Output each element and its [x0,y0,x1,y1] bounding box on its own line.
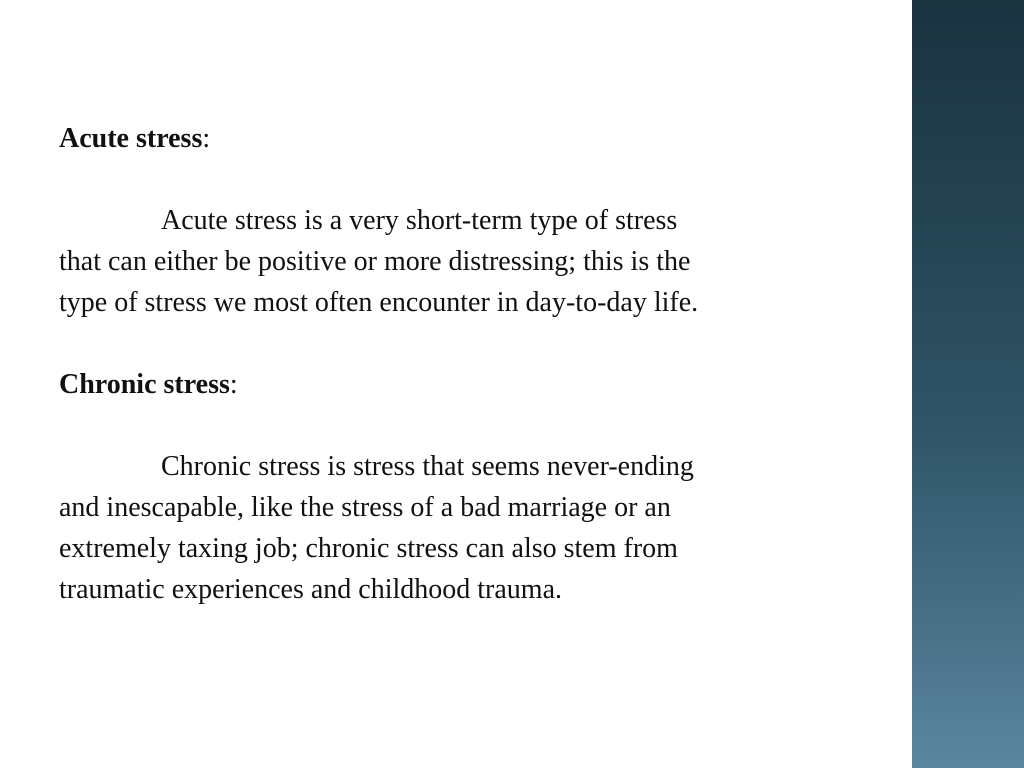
paragraph-line: type of stress we most often encounter in day-to-day life. [59,287,699,318]
heading-acute-stress-label: Acute stress [59,123,203,154]
heading-chronic-stress-colon: : [229,369,238,400]
slide-content [59,118,859,610]
paragraph-line: Chronic stress is stress that seems never-ending [161,451,694,482]
paragraph-chronic-stress [59,446,859,610]
heading-chronic-stress-label: Chronic stress [59,369,230,400]
paragraph-line: that can either be positive or more distressing; this is the [59,246,691,277]
heading-chronic-stress [59,364,859,405]
spacer [59,405,859,446]
paragraph-line: traumatic experiences and childhood trauma. [59,574,563,605]
spacer [59,323,859,364]
heading-acute-stress-colon: : [202,123,211,154]
paragraph-acute-stress [59,200,859,323]
paragraph-line: and inescapable, like the stress of a bad marriage or an [59,492,671,523]
paragraph-line: extremely taxing job; chronic stress can also stem from [59,533,678,564]
heading-acute-stress [59,118,859,159]
spacer [59,159,859,200]
paragraph-line: Acute stress is a very short-term type of stress [161,205,678,236]
decorative-side-panel [912,0,1024,768]
